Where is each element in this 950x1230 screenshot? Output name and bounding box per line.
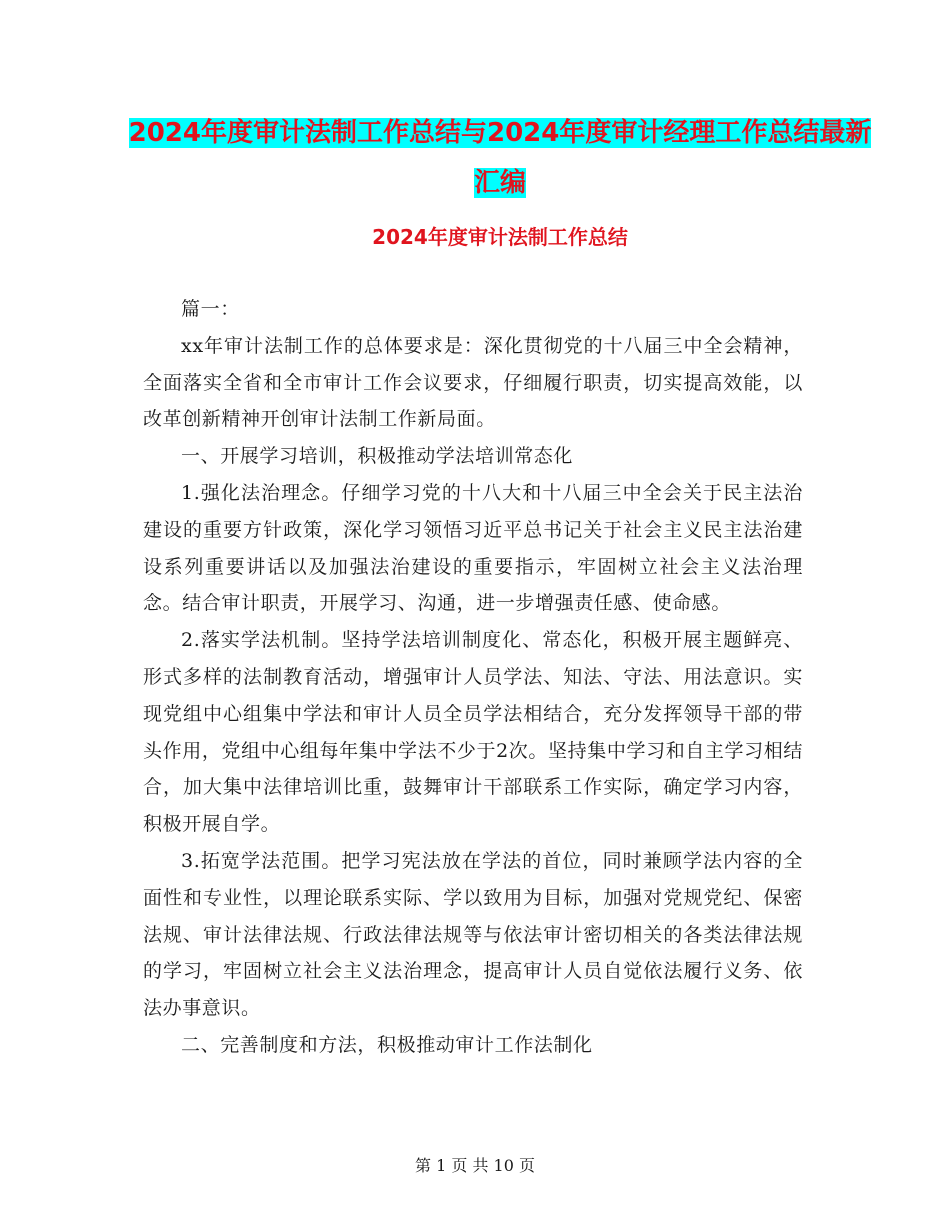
page-number-footer: 第 1 页 共 10 页 — [415, 1156, 535, 1175]
document-body — [143, 291, 803, 1064]
paragraph: 篇一： — [181, 298, 240, 320]
paragraph: 1.强化法治理念。仔细学习党的十八大和十八届三中全会关于民主法治建设的重要方针政策，深化学习领悟习近平总书记关于社会主义民主法治建设系列重要讲话以及加强法治建设的重要指示，牢固树立社会主义法治理念。结合审计职责，开展学习、沟通，进一步增强责任感、使命感。 — [143, 481, 803, 615]
paragraph: 一、开展学习培训，积极推动学法培训常态化 — [181, 445, 574, 468]
section-title: 2024年度审计法制工作总结 — [372, 225, 628, 249]
paragraph: 3.拓宽学法范围。把学习宪法放在学法的首位，同时兼顾学法内容的全面性和专业性，以理论联系实际、学以致用为目标，加强对党规党纪、保密法规、审计法律法规、行政法律法规等与依法审计密切相关的各类法律法规的学习，牢固树立社会主义法治理念，提高审计人员自觉依法履行义务、依法办事意识。 — [143, 849, 803, 1020]
document-title — [120, 108, 880, 208]
paragraph: 二、完善制度和方法，积极推动审计工作法制化 — [181, 1033, 593, 1056]
paragraph: xx年审计法制工作的总体要求是：深化贯彻党的十八届三中全会精神，全面落实全省和全市审计工作会议要求，仔细履行职责，切实提高效能，以改革创新精神开创审计法制工作新局面。 — [143, 334, 803, 431]
paragraph: 2.落实学法机制。坚持学法培训制度化、常态化，积极开展主题鲜亮、形式多样的法制教育活动，增强审计人员学法、知法、守法、用法意识。实现党组中心组集中学法和审计人员全员学法相结合，充分发挥领导干部的带头作用，党组中心组每年集中学法不少于2次。坚持集中学习和自主学习相结合，加大集中法律培训比重，鼓舞审计干部联系工作实际，确定学习内容，积极开展自学。 — [143, 629, 803, 836]
document-title-text: 2024年度审计法制工作总结与2024年度审计经理工作总结最新汇编 — [128, 118, 872, 198]
